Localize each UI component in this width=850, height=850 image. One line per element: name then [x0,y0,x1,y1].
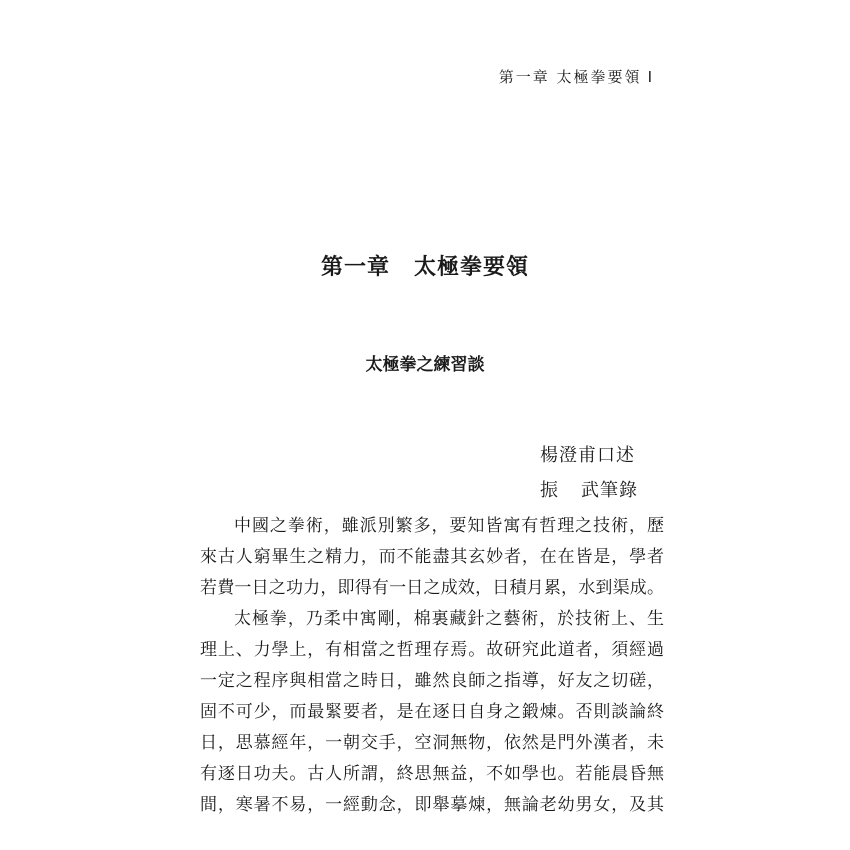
byline-recorder-role: 武筆錄 [581,480,638,501]
body-line: 若費一日之功力，即得有一日之成效，日積月累，水到渠成。 [200,578,664,598]
running-title: 第一章 太極拳要領 [498,68,642,86]
body-line: 來古人窮畢生之精力，而不能盡其玄妙者，在在皆是，學者 [200,547,664,567]
byline-recorder [540,476,638,502]
running-header [430,66,654,87]
body-line: 日，思慕經年，一朝交手，空洞無物，依然是門外漢者，未 [200,733,664,753]
body-line: 一定之程序與相當之時日，雖然良師之指導，好友之切磋， [200,671,664,691]
section-title: 太極拳之練習談 [365,355,485,375]
byline-narrator: 楊澄甫口述 [540,445,635,466]
body-line: 中國之拳術，雖派別繁多，要知皆寓有哲理之技術，歷 [234,516,664,536]
byline-recorder-name: 振 [540,480,559,501]
chapter-heading [0,250,850,281]
body-line: 間，寒暑不易，一經動念，即舉摹煉，無論老幼男女，及其 [200,795,664,815]
chapter-title: 太極拳要領 [414,255,530,280]
body-line: 太極拳，乃柔中寓剛，棉裏藏針之藝術，於技術上、生 [234,609,664,629]
body-text [200,511,664,821]
body-line: 固不可少，而最緊要者，是在逐日自身之鍛煉。否則談論終 [200,702,664,722]
body-line: 有逐日功夫。古人所謂，終思無益，不如學也。若能晨昏無 [200,764,664,784]
chapter-number: 第一章 [320,255,390,280]
page-number: Ⅰ [647,70,654,86]
body-line: 理上、力學上，有相當之哲理存焉。故研究此道者，須經過 [200,640,664,660]
